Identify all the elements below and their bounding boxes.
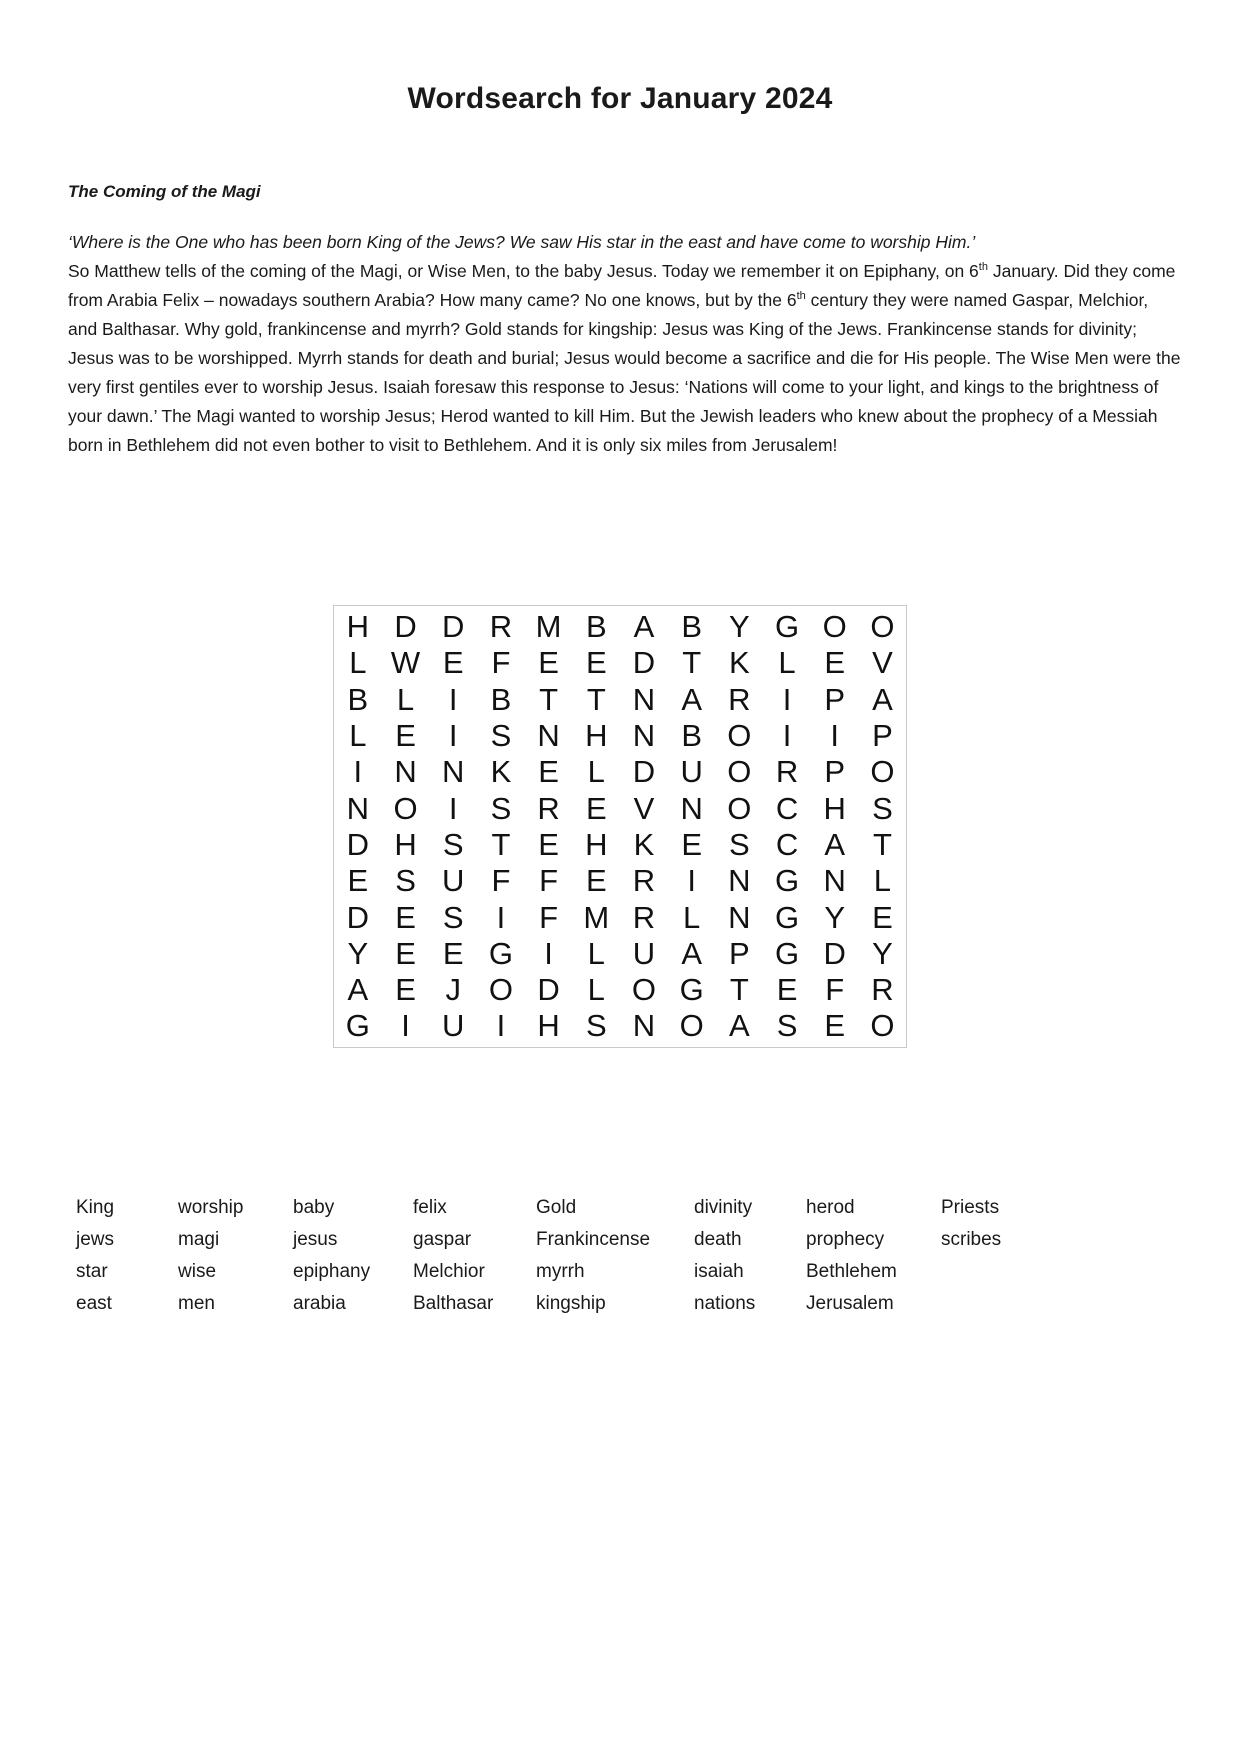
grid-cell: P bbox=[824, 681, 846, 717]
grid-cell: D bbox=[442, 609, 465, 645]
grid-cell: C bbox=[775, 790, 799, 826]
word-list-item: Gold bbox=[536, 1197, 577, 1218]
paragraph-text: January. Did they come from Arabia Felix – nowadays southern Arabia? How many came? No one knows, but by the 6 bbox=[68, 261, 1176, 310]
grid-cell: L bbox=[396, 681, 415, 717]
grid-cell: E bbox=[824, 645, 846, 681]
word-list-column bbox=[293, 1192, 413, 1320]
word-list-item: Jerusalem bbox=[806, 1293, 894, 1314]
grid-cell: Y bbox=[824, 899, 846, 935]
grid-cell: A bbox=[729, 1008, 750, 1044]
grid-cell: N bbox=[346, 790, 370, 826]
grid-cell: H bbox=[394, 826, 417, 862]
grid-cell: R bbox=[871, 972, 894, 1008]
grid-cell: F bbox=[539, 899, 559, 935]
word-list-item: Balthasar bbox=[413, 1293, 494, 1314]
grid-cell: E bbox=[872, 899, 893, 935]
grid-cell: R bbox=[537, 790, 560, 826]
grid-cell: E bbox=[395, 935, 416, 971]
story-heading: The Coming of the Magi bbox=[68, 182, 261, 201]
grid-cell: N bbox=[537, 718, 560, 754]
word-list-item: scribes bbox=[941, 1229, 1002, 1250]
grid-cell: T bbox=[539, 681, 559, 717]
grid-cell: O bbox=[727, 718, 752, 754]
grid-cell: L bbox=[873, 863, 892, 899]
grid-cell: R bbox=[632, 863, 656, 899]
grid-cell: G bbox=[345, 1008, 370, 1044]
grid-cell: B bbox=[681, 718, 702, 754]
grid-cell: S bbox=[442, 826, 464, 862]
story-paragraph bbox=[68, 228, 1182, 460]
grid-cell: R bbox=[632, 899, 656, 935]
grid-cell: L bbox=[349, 645, 367, 681]
grid-cell: Y bbox=[729, 609, 750, 645]
grid-cell: E bbox=[538, 645, 559, 681]
grid-cell: G bbox=[679, 972, 704, 1008]
grid-cell: G bbox=[774, 899, 800, 935]
word-list-item: east bbox=[76, 1293, 112, 1314]
grid-cell: A bbox=[824, 826, 846, 862]
grid-row bbox=[334, 899, 906, 935]
grid-cell: K bbox=[633, 826, 655, 862]
grid-cell: S bbox=[395, 863, 416, 899]
word-list-item: felix bbox=[413, 1197, 447, 1218]
word-list-item: Melchior bbox=[413, 1261, 485, 1282]
grid-cell: H bbox=[537, 1008, 560, 1044]
word-list-item: myrrh bbox=[536, 1261, 585, 1282]
word-list-column bbox=[941, 1192, 1001, 1320]
word-list-column bbox=[806, 1192, 941, 1320]
grid-cell: R bbox=[489, 609, 513, 645]
grid-cell: E bbox=[585, 645, 607, 681]
grid-cell: H bbox=[585, 826, 608, 862]
grid-cell: I bbox=[448, 718, 458, 754]
grid-cell: N bbox=[728, 899, 751, 935]
grid-cell: I bbox=[687, 863, 696, 899]
grid-cell: E bbox=[585, 790, 607, 826]
grid-cell: L bbox=[683, 899, 701, 935]
word-list-item: herod bbox=[806, 1197, 855, 1218]
word-list-item: King bbox=[76, 1197, 115, 1218]
grid-cell: E bbox=[776, 972, 798, 1008]
grid-cell: P bbox=[872, 718, 893, 754]
word-list-item: star bbox=[76, 1261, 108, 1282]
grid-cell: M bbox=[583, 899, 610, 935]
grid-cell: Y bbox=[872, 935, 893, 971]
word-list-column bbox=[413, 1192, 536, 1320]
word-list-item: nations bbox=[694, 1293, 756, 1314]
grid-row bbox=[334, 682, 906, 718]
wordsearch-grid bbox=[333, 605, 907, 1048]
grid-cell: S bbox=[872, 790, 893, 826]
word-list-item: epiphany bbox=[293, 1261, 371, 1282]
grid-row bbox=[334, 718, 906, 754]
grid-cell: H bbox=[585, 718, 608, 754]
grid-cell: L bbox=[587, 972, 605, 1008]
grid-cell: I bbox=[353, 754, 363, 790]
grid-cell: N bbox=[632, 1008, 656, 1044]
grid-row bbox=[334, 754, 906, 790]
grid-cell: U bbox=[680, 754, 703, 790]
grid-cell: E bbox=[395, 899, 416, 935]
grid-cell: H bbox=[346, 609, 370, 645]
grid-cell: F bbox=[491, 863, 511, 899]
grid-cell: H bbox=[823, 790, 846, 826]
grid-cell: I bbox=[448, 681, 458, 717]
grid-cell: G bbox=[774, 863, 800, 899]
grid-cell: J bbox=[445, 972, 461, 1008]
story-quote: ‘Where is the One who has been born King of the Jews? We saw His star in the east and have come to worship Him.’ bbox=[68, 232, 976, 252]
grid-cell: A bbox=[681, 681, 702, 717]
grid-cell: G bbox=[774, 935, 800, 971]
word-list-item: men bbox=[178, 1293, 215, 1314]
grid-cell: O bbox=[727, 754, 752, 790]
grid-cell: E bbox=[681, 826, 702, 862]
grid-cell: D bbox=[346, 826, 370, 862]
grid-cell: E bbox=[395, 718, 416, 754]
grid-cell: N bbox=[442, 754, 465, 790]
grid-cell: I bbox=[496, 899, 506, 935]
superscript-ordinal: th bbox=[796, 290, 806, 303]
grid-cell: E bbox=[824, 1008, 846, 1044]
grid-cell: B bbox=[490, 681, 512, 717]
grid-cell: R bbox=[728, 681, 751, 717]
paragraph-text: So Matthew tells of the coming of the Magi, or Wise Men, to the baby Jesus. Today we remember it on Epiphany, on 6 bbox=[68, 261, 979, 281]
word-list-column bbox=[536, 1192, 694, 1320]
grid-cell: E bbox=[442, 935, 464, 971]
grid-cell: K bbox=[729, 645, 750, 681]
grid-cell: D bbox=[537, 972, 560, 1008]
grid-cell: Y bbox=[347, 935, 369, 971]
grid-cell: S bbox=[490, 718, 512, 754]
grid-cell: L bbox=[778, 645, 796, 681]
grid-row bbox=[334, 609, 906, 645]
grid-cell: M bbox=[535, 609, 562, 645]
grid-cell: V bbox=[633, 790, 655, 826]
word-list-column bbox=[76, 1192, 178, 1320]
grid-cell: P bbox=[729, 935, 750, 971]
grid-cell: O bbox=[870, 754, 895, 790]
grid-cell: E bbox=[585, 863, 607, 899]
grid-row bbox=[334, 936, 906, 972]
paragraph-text: century they were named Gaspar, Melchior, and Balthasar. Why gold, frankincense and myrrh? Gold stands for kingship: Jesus was King of the Jews. Frankincense stands for divinity; Jesus was to be worshipped. Myrrh stands for death and burial; Jesus would become a sacrifice and die for His people. The Wise Men were the very first gentiles ever to worship Jesus. Isaiah foresaw this response to Jesus: ‘Nations will come to your light, and kings to the brightness of your dawn.’ The Magi wanted to worship Jesus; Herod wanted to kill Him. But the Jewish leaders who knew about the prophecy of a Messiah born in Bethlehem did not even bother to visit to Bethlehem. And it is only six miles from Jerusalem! bbox=[68, 290, 1181, 455]
grid-cell: D bbox=[632, 754, 656, 790]
word-list-item: gaspar bbox=[413, 1229, 472, 1250]
word-list-item: magi bbox=[178, 1229, 220, 1250]
grid-cell: B bbox=[681, 609, 702, 645]
grid-cell: E bbox=[538, 826, 559, 862]
grid-cell: T bbox=[682, 645, 702, 681]
grid-cell: A bbox=[872, 681, 893, 717]
grid-cell: I bbox=[401, 1008, 410, 1044]
grid-cell: I bbox=[448, 790, 458, 826]
grid-cell: O bbox=[822, 609, 847, 645]
grid-cell: I bbox=[496, 1008, 506, 1044]
grid-row bbox=[334, 645, 906, 681]
grid-cell: N bbox=[823, 863, 846, 899]
word-list-item: prophecy bbox=[806, 1229, 885, 1250]
word-list-item: wise bbox=[178, 1261, 217, 1282]
grid-cell: U bbox=[442, 1008, 465, 1044]
grid-cell: O bbox=[631, 972, 657, 1008]
grid-cell: O bbox=[393, 790, 418, 826]
grid-cell: E bbox=[347, 863, 369, 899]
grid-cell: E bbox=[395, 972, 416, 1008]
word-list-item: worship bbox=[178, 1197, 244, 1218]
grid-row bbox=[334, 827, 906, 863]
grid-cell: P bbox=[824, 754, 846, 790]
grid-cell: I bbox=[544, 935, 553, 971]
grid-cell: W bbox=[390, 645, 421, 681]
grid-row bbox=[334, 790, 906, 826]
grid-cell: I bbox=[782, 681, 792, 717]
grid-cell: O bbox=[488, 972, 513, 1008]
grid-cell: L bbox=[587, 935, 605, 971]
grid-cell: F bbox=[539, 863, 559, 899]
grid-cell: I bbox=[830, 718, 840, 754]
grid-cell: U bbox=[442, 863, 465, 899]
grid-cell: T bbox=[872, 826, 892, 862]
grid-cell: V bbox=[872, 645, 893, 681]
grid-cell: C bbox=[775, 826, 799, 862]
grid-cell: D bbox=[346, 899, 370, 935]
grid-cell: D bbox=[632, 645, 656, 681]
word-list-item: Priests bbox=[941, 1197, 1000, 1218]
grid-cell: G bbox=[774, 609, 800, 645]
grid-cell: B bbox=[347, 681, 369, 717]
grid-cell: O bbox=[870, 1008, 895, 1044]
grid-cell: O bbox=[727, 790, 752, 826]
grid-cell: G bbox=[488, 935, 513, 971]
grid-row bbox=[334, 972, 906, 1008]
grid-cell: S bbox=[776, 1008, 798, 1044]
word-list-item: baby bbox=[293, 1197, 335, 1218]
word-list-item: arabia bbox=[293, 1293, 346, 1314]
grid-cell: U bbox=[632, 935, 656, 971]
grid-cell: N bbox=[632, 681, 656, 717]
grid-cell: N bbox=[728, 863, 751, 899]
grid-cell: D bbox=[394, 609, 417, 645]
grid-cell: S bbox=[490, 790, 512, 826]
grid-cell: N bbox=[632, 718, 656, 754]
grid-cell: S bbox=[729, 826, 750, 862]
grid-cell: O bbox=[870, 609, 895, 645]
grid-cell: O bbox=[679, 1008, 704, 1044]
grid-cell: L bbox=[587, 754, 605, 790]
word-list-column bbox=[694, 1192, 806, 1320]
grid-cell: N bbox=[680, 790, 703, 826]
grid-cell: D bbox=[823, 935, 846, 971]
grid-cell: E bbox=[538, 754, 559, 790]
grid-cell: T bbox=[586, 681, 606, 717]
grid-cell: T bbox=[491, 826, 511, 862]
grid-row bbox=[334, 1008, 906, 1044]
word-list-item: divinity bbox=[694, 1197, 753, 1218]
word-list-item: jesus bbox=[293, 1229, 338, 1250]
word-list-item: jews bbox=[76, 1229, 115, 1250]
grid-cell: N bbox=[394, 754, 417, 790]
word-list-item: isaiah bbox=[694, 1261, 744, 1282]
grid-cell: I bbox=[782, 718, 792, 754]
grid-cell: T bbox=[729, 972, 749, 1008]
grid-cell: A bbox=[681, 935, 702, 971]
word-list-item: death bbox=[694, 1229, 742, 1250]
word-list-item: Frankincense bbox=[536, 1229, 651, 1250]
superscript-ordinal: th bbox=[978, 261, 988, 274]
grid-cell: S bbox=[585, 1008, 607, 1044]
word-list-column bbox=[178, 1192, 293, 1320]
word-list-item: kingship bbox=[536, 1293, 606, 1314]
page-title: Wordsearch for January 2024 bbox=[407, 82, 833, 116]
grid-cell: R bbox=[775, 754, 799, 790]
grid-cell: A bbox=[347, 972, 369, 1008]
grid-cell: S bbox=[442, 899, 464, 935]
word-list-item: Bethlehem bbox=[806, 1261, 897, 1282]
grid-cell: A bbox=[633, 609, 655, 645]
grid-cell: B bbox=[585, 609, 607, 645]
grid-cell: E bbox=[442, 645, 464, 681]
story-text bbox=[68, 261, 1180, 455]
grid-cell: F bbox=[491, 645, 511, 681]
word-list bbox=[76, 1192, 1001, 1320]
grid-cell: F bbox=[825, 972, 845, 1008]
grid-row bbox=[334, 863, 906, 899]
grid-cell: L bbox=[349, 718, 367, 754]
grid-cell: K bbox=[490, 754, 512, 790]
